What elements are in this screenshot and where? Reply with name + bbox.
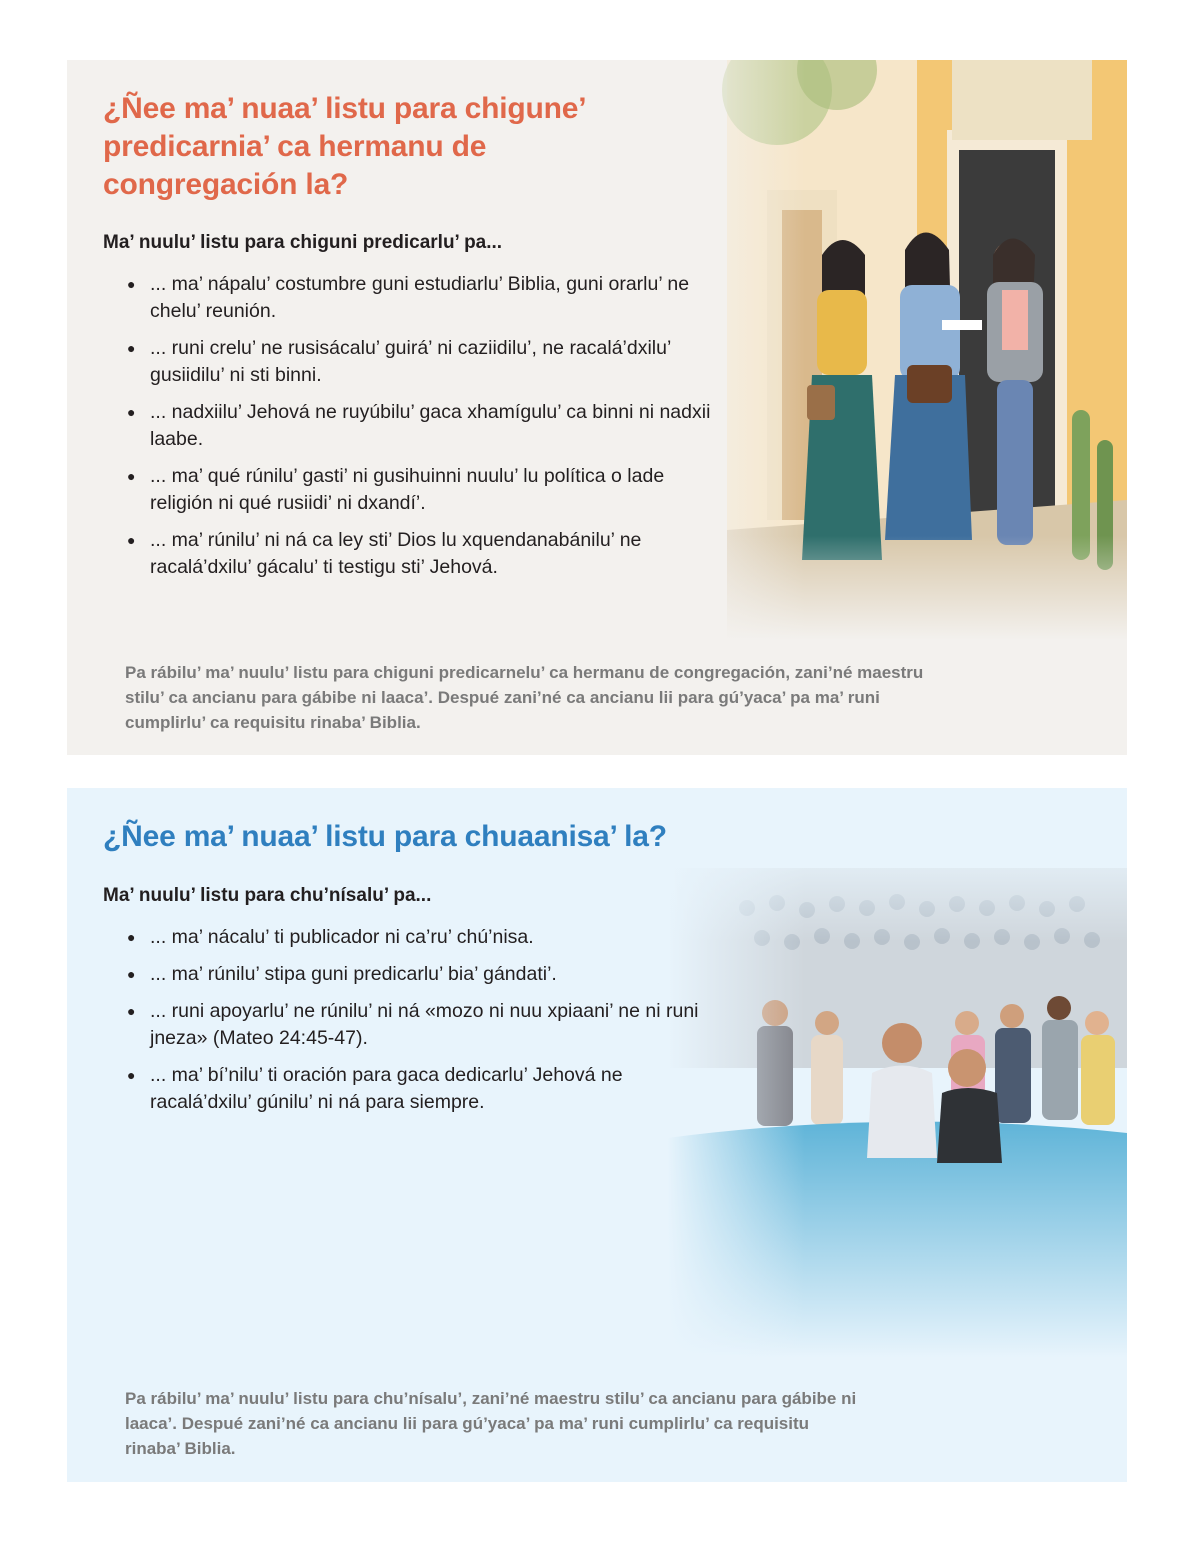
baptism-readiness-panel	[67, 788, 1127, 1482]
ministry-readiness-panel	[67, 60, 1127, 755]
section-lead: Ma’ nuulu’ listu para chu’nísalu’ pa...	[103, 885, 432, 906]
section-title: ¿Ñee ma’ nuaa’ listu para chuaanisa’ la?	[103, 820, 667, 853]
list-item: ● ... ma’ qué rúnilu’ gasti’ ni gusihuinni nuulu’ lu política o lade religión ni qué rusiidi’ ni dxandí’.	[127, 463, 727, 517]
list-item: ● ... ma’ nácalu’ ti publicador ni ca’ru’ chú’nisa.	[127, 924, 727, 951]
footnote: Pa rábilu’ ma’ nuulu’ listu para chiguni predicarnelu’ ca hermanu de congregación, zani’né maestru stilu’ ca ancianu para gábibe ni laaca’. Despué zani’né ca ancianu lii para gú’yaca’ pa ma’ runi cumplirlu’ ca requisitu rinaba’ Biblia.	[125, 663, 924, 732]
footnote: Pa rábilu’ ma’ nuulu’ listu para chu’nísalu’, zani’né maestru stilu’ ca ancianu para gábibe ni laaca’. Despué zani’né ca ancianu lii para gú’yaca’ pa ma’ runi cumplirlu’ ca requisitu rinaba’ Biblia.	[125, 1389, 857, 1458]
requirements-list	[127, 924, 727, 1126]
section-lead: Ma’ nuulu’ listu para chiguni predicarlu’ pa...	[103, 232, 503, 253]
list-item: ● ... ma’ rúnilu’ ni ná ca ley sti’ Dios lu xquendanabánilu’ ne racalá’dxilu’ gácalu’ ti testigu sti’ Jehová.	[127, 527, 727, 581]
baptism-illustration	[667, 838, 1127, 1358]
list-item: ● ... nadxiilu’ Jehová ne ruyúbilu’ gaca xhamígulu’ ca binni ni nadxii laabe.	[127, 399, 727, 453]
list-item: ● ... ma’ rúnilu’ stipa guni predicarlu’ bia’ gándati’.	[127, 961, 727, 988]
section-title: ¿Ñee ma’ nuaa’ listu para chigune’ predicarnia’ ca hermanu de congregación la?	[103, 92, 585, 201]
list-item: ● ... runi apoyarlu’ ne rúnilu’ ni ná «mozo ni nuu xpiaani’ ne ni runi jneza» (Mateo 24:45-47).	[127, 998, 727, 1052]
requirements-list	[127, 271, 727, 591]
list-item: ● ... runi crelu’ ne rusisácalu’ guirá’ ni caziidilu’, ne racalá’dxilu’ gusiidilu’ ni sti binni.	[127, 335, 727, 389]
list-item: ● ... ma’ nápalu’ costumbre guni estudiarlu’ Biblia, guni orarlu’ ne chelu’ reunión.	[127, 271, 727, 325]
door-to-door-illustration	[667, 60, 1127, 640]
list-item: ● ... ma’ bí’nilu’ ti oración para gaca dedicarlu’ Jehová ne racalá’dxilu’ gúnilu’ ni ná para siempre.	[127, 1062, 727, 1116]
